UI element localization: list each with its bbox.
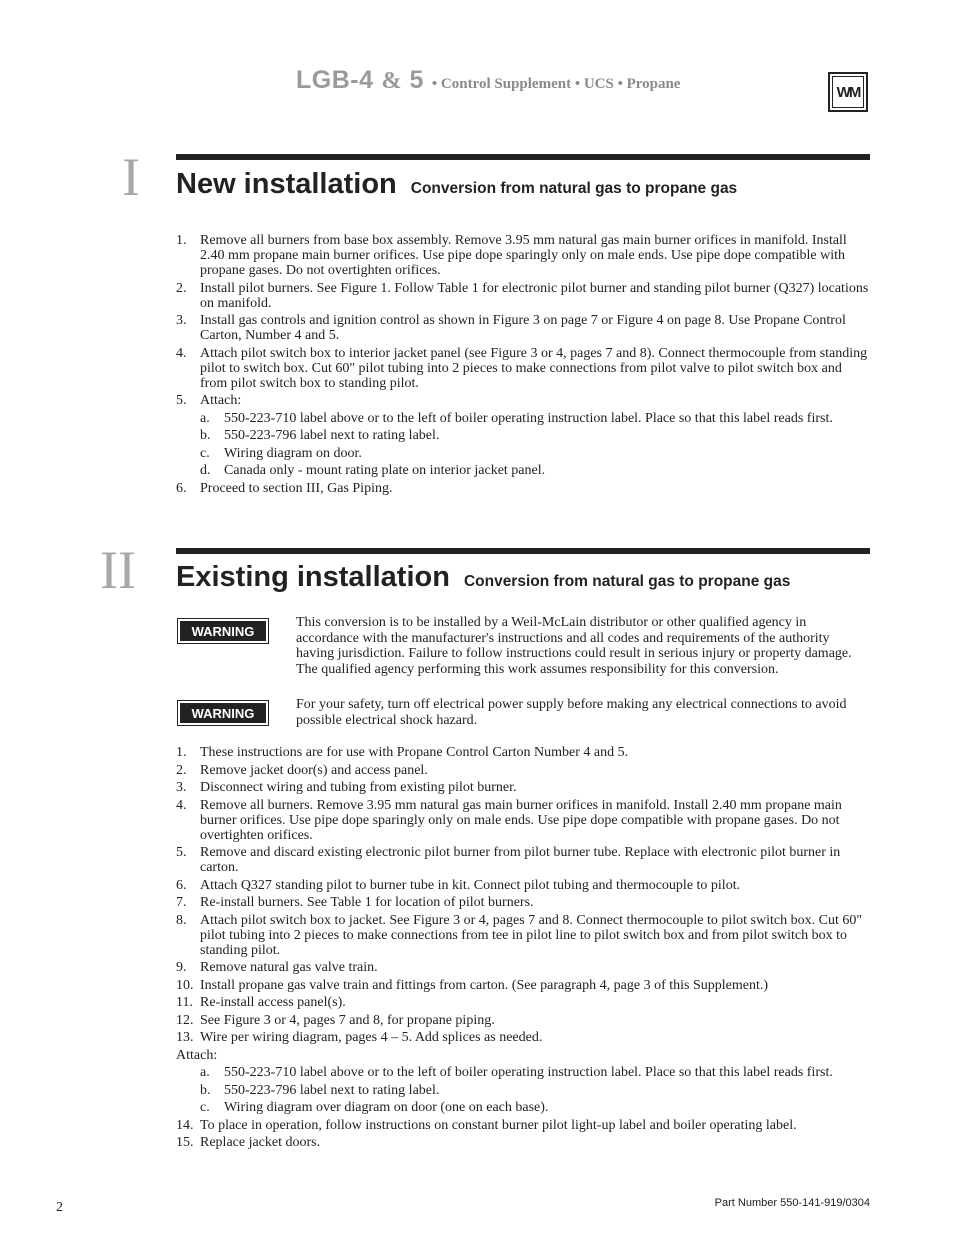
list-item-text: Attach Q327 standing pilot to burner tube in kit. Connect pilot tubing and thermocouple to pilot. (200, 877, 741, 893)
list-item-number: 14. (176, 1117, 194, 1133)
list-item-number: 10. (176, 977, 194, 993)
list-item-number: 2. (176, 280, 187, 296)
list-item-text: Remove jacket door(s) and access panel. (200, 762, 428, 778)
list-item-number: 1. (176, 233, 187, 248)
list-item-number: a. (200, 410, 210, 426)
warning-badge: WARNING (178, 619, 268, 643)
list-item-text: Re-install access panel(s). (200, 995, 346, 1010)
list-item-number: c. (200, 1100, 210, 1115)
list-item-text: Wire per wiring diagram, pages 4 – 5. Add splices as needed. (200, 1030, 543, 1045)
list-item (176, 978, 870, 993)
list-item-text: Install pilot burners. See Figure 1. Follow Table 1 for electronic pilot burner and standing pilot burner (Q327) locations on manifold. (200, 280, 869, 311)
list-item (176, 960, 870, 975)
list-item-text: Install propane gas valve train and fittings from carton. (See paragraph 4, page 3 of this Supplement.) (200, 977, 768, 993)
section-1-rule (176, 154, 870, 160)
list-item (176, 763, 870, 778)
list-item-text: Wiring diagram on door. (224, 445, 362, 461)
list-item (176, 346, 870, 391)
list-item (176, 1100, 870, 1115)
list-item (176, 780, 870, 795)
page-number: 2 (56, 1200, 63, 1215)
list-item-text: Proceed to section III, Gas Piping. (200, 480, 393, 496)
list-item-text: Remove all burners from base box assembly. Remove 3.95 mm natural gas main burner orifices in manifold. Install 2.40 mm propane main burner orifices. Use pipe dope sparingly only on male ends. Use pipe dope compatible with propane gases. Do not overtighten orifices. (200, 233, 847, 278)
list-item-text: 550-223-710 label above or to the left of boiler operating instruction label. Place so that this label reads first. (224, 1065, 833, 1080)
list-item-text: To place in operation, follow instructions on constant burner pilot light-up label and boiler operating label. (200, 1117, 797, 1133)
section-2-title: Existing installation (176, 561, 450, 593)
section-2-subtitle: Conversion from natural gas to propane gas (463, 573, 791, 590)
list-item (176, 463, 870, 478)
list-item-number: 6. (176, 480, 187, 496)
weil-mclain-logo-icon: WM (828, 72, 868, 112)
list-item (176, 1065, 870, 1080)
list-item (176, 1048, 870, 1063)
list-item-text: 550-223-796 label next to rating label. (224, 428, 440, 443)
list-item-text: Canada only - mount rating plate on interior jacket panel. (224, 463, 546, 478)
list-item-text: Disconnect wiring and tubing from existing pilot burner. (200, 780, 517, 795)
section-1-steps (176, 233, 870, 498)
list-item-number: 5. (176, 393, 187, 408)
list-item (176, 878, 870, 893)
list-item (176, 481, 870, 496)
list-item (176, 1083, 870, 1098)
list-item-number: 1. (176, 745, 187, 760)
list-item (176, 233, 870, 278)
list-item (176, 895, 870, 910)
list-item-text: Wiring diagram over diagram on door (one on each base). (224, 1100, 549, 1115)
list-item-number: 12. (176, 1012, 194, 1028)
list-item (176, 745, 870, 760)
list-item-number: 13. (176, 1030, 194, 1045)
warning-text: For your safety, turn off electrical power supply before making any electrical connections to avoid possible electrical shock hazard. (296, 697, 847, 728)
model-name: LGB-4 (296, 66, 374, 94)
list-item-number: b. (200, 1082, 211, 1098)
list-item (176, 995, 870, 1010)
list-item-text: These instructions are for use with Propane Control Carton Number 4 and 5. (200, 745, 629, 760)
list-item-number: a. (200, 1065, 210, 1080)
list-item-text: 550-223-710 label above or to the left of boiler operating instruction label. Place so that this label reads first. (224, 410, 833, 426)
list-item-text: See Figure 3 or 4, pages 7 and 8, for propane piping. (200, 1012, 495, 1028)
list-item-text: Attach pilot switch box to jacket. See Figure 3 or 4, pages 7 and 8. Connect thermocouple to pilot switch box. Cut 60" pilot tubing into 2 pieces to make connections from tee in pilot line to pilot switch box and from pilot switch box to standing pilot. (200, 912, 863, 958)
list-item-number: 6. (176, 877, 187, 893)
list-item (176, 1013, 870, 1028)
list-item-text: Attach: (200, 393, 242, 408)
list-item (176, 446, 870, 461)
list-item-text: Install gas controls and ignition control as shown in Figure 3 on page 7 or Figure 4 on page 8. Use Propane Control Carton, Number 4 and 5. (200, 313, 846, 343)
list-item-number: 4. (176, 345, 187, 361)
list-item-number: c. (200, 445, 210, 461)
list-item (176, 281, 870, 311)
list-item-text: Replace jacket doors. (200, 1135, 321, 1150)
warning-badge: WARNING (178, 701, 268, 725)
list-item (176, 313, 870, 343)
list-item (176, 1118, 870, 1133)
section-2-steps (176, 745, 870, 1153)
list-item-number: 15. (176, 1135, 194, 1150)
list-item (176, 1135, 870, 1150)
warning-text: This conversion is to be installed by a Weil-McLain distributor or other qualified agency in accordance with the manufacturer's instructions and all codes and requirements of the authority having jurisdiction. Failure to follow instructions could result in serious injury or property damage. The qualified agency performing this work assumes responsibility for this conversion. (296, 615, 852, 677)
list-item-number: 9. (176, 960, 187, 975)
list-item (176, 798, 870, 843)
list-item (176, 393, 870, 408)
list-item (176, 913, 870, 958)
section-1-numeral: I (122, 147, 140, 207)
list-item-number: 7. (176, 895, 187, 910)
list-item-number: 3. (176, 780, 187, 795)
list-item-number: 8. (176, 912, 187, 928)
list-item (176, 1030, 870, 1045)
list-item-text: Remove and discard existing electronic pilot burner from pilot burner tube. Replace with electronic pilot burner in carton. (200, 845, 841, 875)
list-item-number: 2. (176, 762, 187, 778)
list-item-number: 3. (176, 313, 187, 328)
model-name-2: 5 (409, 66, 424, 94)
model-ampersand: & (381, 68, 402, 94)
section-1-title: New installation (176, 168, 397, 200)
list-item-number: 11. (176, 995, 193, 1010)
list-item-number: b. (200, 428, 211, 443)
list-item (176, 428, 870, 443)
section-1-heading (176, 168, 737, 201)
section-2-rule (176, 548, 870, 554)
section-2-numeral: II (100, 540, 136, 600)
list-item-number: 4. (176, 797, 187, 813)
list-item (176, 411, 870, 426)
list-item-text: 550-223-796 label next to rating label. (224, 1082, 440, 1098)
list-item-number: d. (200, 463, 211, 478)
list-item-text: Attach: (176, 1047, 218, 1063)
list-item-text: Attach pilot switch box to interior jacket panel (see Figure 3 or 4, pages 7 and 8). Connect thermocouple from standing pilot to switch box. Cut 60" pilot tubing into 2 pieces to make connections from pilot valve to pilot switch box and from pilot switch box to standing pilot. (200, 345, 868, 391)
list-item-number: 5. (176, 845, 187, 860)
header-subtitle: • Control Supplement • UCS • Propane (431, 76, 681, 92)
list-item-text: Remove natural gas valve train. (200, 960, 378, 975)
section-1-subtitle: Conversion from natural gas to propane gas (410, 180, 738, 197)
list-item-text: Re-install burners. See Table 1 for location of pilot burners. (200, 895, 534, 910)
section-2-heading (176, 561, 790, 594)
part-number: Part Number 550-141-919/0304 (714, 1197, 870, 1209)
list-item (176, 845, 870, 875)
list-item-text: Remove all burners. Remove 3.95 mm natural gas main burner orifices in manifold. Install 2.40 mm propane main burner orifices. Use pipe dope sparingly only on male ends. Use pipe dope compatible with propane gases. Do not overtighten orifices. (200, 797, 842, 843)
document-header (296, 66, 680, 96)
